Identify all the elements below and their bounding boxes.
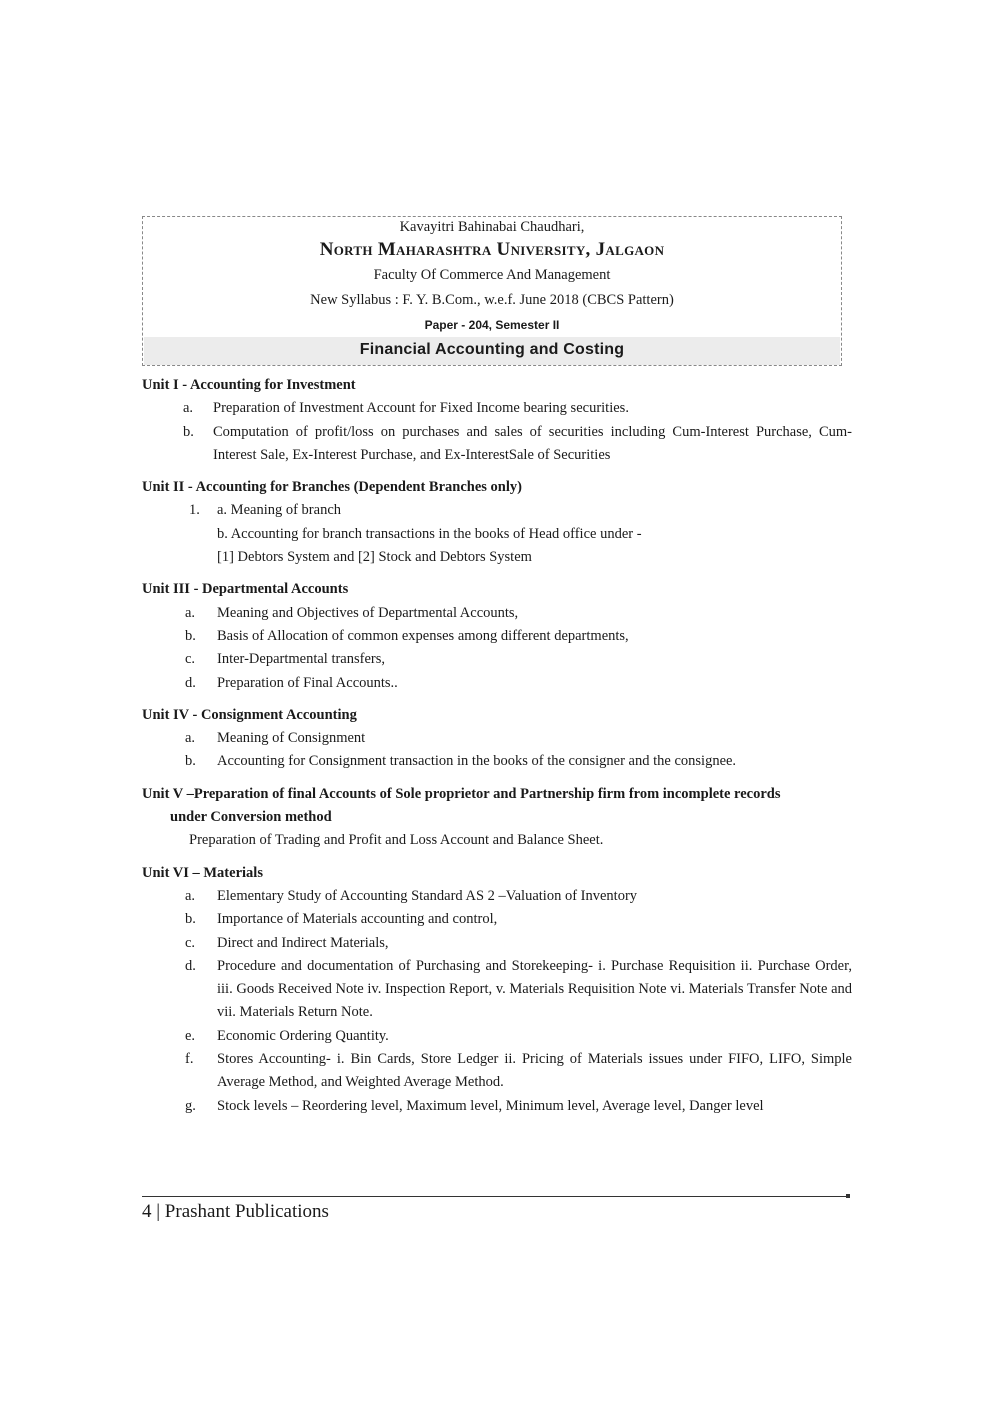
item-text: Procedure and documentation of Purchasing and Storekeeping- i. Purchase Requisition ii. Purchase Order, iii. Goods Received Note iv. Inspection Report, v. Materials Requisition Note vi. Materials Transfer Note and vii. Materials Return Note. <box>217 957 852 1021</box>
item-text: Inter-Departmental transfers, <box>217 651 385 668</box>
list-item <box>142 750 852 773</box>
item-marker: d. <box>185 957 196 974</box>
list-item <box>142 1025 852 1048</box>
item-text: Economic Ordering Quantity. <box>217 1027 389 1044</box>
unit-5-title-line1: Unit V –Preparation of final Accounts of Sole proprietor and Partnership firm from incomplete records <box>142 785 781 802</box>
item-text: Importance of Materials accounting and control, <box>217 911 498 928</box>
syllabus-content <box>142 374 852 1118</box>
item-marker: c. <box>185 934 196 951</box>
page-footer: 4 | Prashant Publications <box>142 1201 329 1222</box>
item-marker: d. <box>185 674 196 691</box>
list-item <box>142 908 852 931</box>
item-marker: b. <box>185 753 196 770</box>
item-marker: a. <box>185 887 196 904</box>
unit-6-title: Unit VI – Materials <box>142 864 263 881</box>
item-marker: b. <box>185 627 196 644</box>
item-marker: b. <box>183 423 194 440</box>
item-text: Stock levels – Reordering level, Maximum level, Minimum level, Average level, Danger level <box>217 1097 764 1114</box>
item-marker: f. <box>185 1051 194 1068</box>
list-item <box>142 421 852 468</box>
unit-5-title <box>142 783 852 830</box>
item-text: Elementary Study of Accounting Standard AS 2 –Valuation of Inventory <box>217 887 638 904</box>
list-item <box>142 672 852 695</box>
unit-5-title-line2: under Conversion method <box>170 809 332 826</box>
list-item-continuation: b. Accounting for branch transactions in the books of Head office under - <box>217 525 642 542</box>
item-text: Accounting for Consignment transaction in the books of the consigner and the consignee. <box>217 753 737 770</box>
paper-semester: Paper - 204, Semester II <box>424 318 560 332</box>
footer-divider-dot <box>846 1194 850 1198</box>
item-marker: b. <box>185 911 196 928</box>
syllabus-line: New Syllabus : F. Y. B.Com., w.e.f. June 2018 (CBCS Pattern) <box>310 292 674 308</box>
item-marker: a. <box>185 730 196 747</box>
item-marker: c. <box>185 651 196 668</box>
footer-divider <box>142 1196 848 1197</box>
unit-3-title: Unit III - Departmental Accounts <box>142 581 349 598</box>
item-marker: g. <box>185 1097 196 1114</box>
list-item <box>142 955 852 1025</box>
university-name: North Maharashtra University, Jalgaon <box>319 239 665 260</box>
unit-1-title: Unit I - Accounting for Investment <box>142 377 356 393</box>
item-text: Direct and Indirect Materials, <box>217 934 389 951</box>
item-text: Preparation of Investment Account for Fixed Income bearing securities. <box>213 400 629 417</box>
item-text: Meaning and Objectives of Departmental Accounts, <box>217 604 519 621</box>
list-item <box>142 932 852 955</box>
unit-2-title: Unit II - Accounting for Branches (Dependent Branches only) <box>142 479 522 496</box>
list-item <box>142 1095 852 1118</box>
item-marker: 1. <box>189 502 200 519</box>
list-item <box>142 885 852 908</box>
item-marker: a. <box>185 604 196 621</box>
list-item <box>142 499 852 522</box>
list-item <box>142 727 852 750</box>
list-item-continuation: [1] Debtors System and [2] Stock and Debtors System <box>217 549 532 566</box>
item-text: Meaning of Consignment <box>217 730 366 747</box>
item-text: Computation of profit/loss on purchases and sales of securities including Cum-Interest Purchase, Cum-Interest Sale, Ex-Interest Purchase, and Ex-InterestSale of Securities <box>213 423 852 463</box>
item-text: a. Meaning of branch <box>217 502 342 519</box>
item-marker: e. <box>185 1027 196 1044</box>
list-item <box>142 1048 852 1095</box>
subject-title: Financial Accounting and Costing <box>359 341 625 358</box>
syllabus-header-box <box>142 216 842 366</box>
list-item <box>142 602 852 625</box>
list-item <box>142 648 852 671</box>
item-text: Stores Accounting- i. Bin Cards, Store Ledger ii. Pricing of Materials issues under FIFO, LIFO, Simple Average Method, and Weighted Average Method. <box>217 1051 852 1091</box>
list-item <box>142 397 852 420</box>
header-line-poet: Kavayitri Bahinabai Chaudhari, <box>399 219 585 235</box>
item-marker: a. <box>183 400 194 417</box>
faculty-name: Faculty Of Commerce And Management <box>373 267 611 283</box>
item-text: Preparation of Final Accounts.. <box>217 674 398 691</box>
unit-5-body: Preparation of Trading and Profit and Loss Account and Balance Sheet. <box>189 832 604 849</box>
unit-4-title: Unit IV - Consignment Accounting <box>142 706 357 723</box>
list-item <box>142 625 852 648</box>
item-text: Basis of Allocation of common expenses among different departments, <box>217 627 629 644</box>
